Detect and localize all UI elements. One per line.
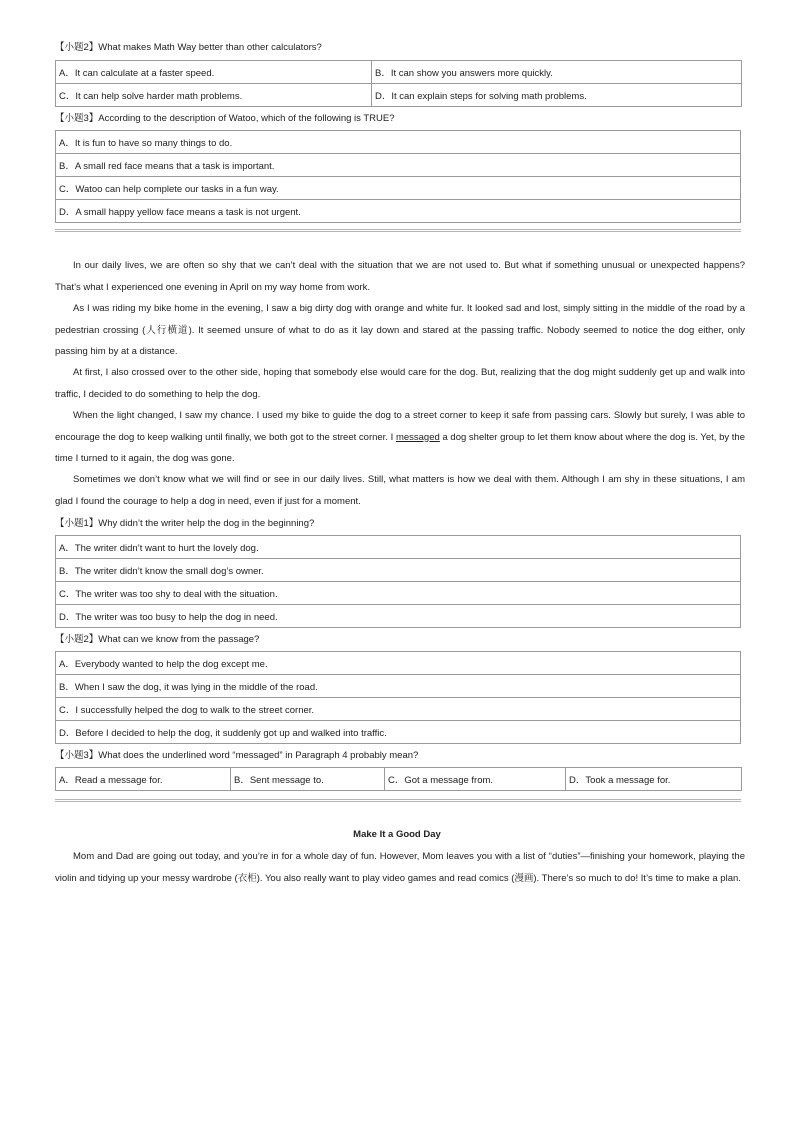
- option-d[interactable]: D．It can explain steps for solving math problems.: [372, 84, 742, 107]
- options-table: [55, 130, 741, 223]
- question-stem: 【小题1】Why didn’t the writer help the dog in the beginning?: [55, 518, 315, 529]
- paragraph-text: a dog shelter group to let them know about where the dog is. Yet, by the time I turned to it again, the dog was gone.: [55, 431, 745, 464]
- passage-paragraph: Mom and Dad are going out today, and you’re in for a whole day of fun. However, Mom leaves you with a list of “duties”—finishing your homework, playing the violin and tidying up your messy wardrobe (衣柜). You also really want to play video games and read comics (漫画). There’s so much to do! It’s time to make a plan.: [55, 851, 745, 884]
- option-b[interactable]: B．The writer didn’t know the small dog’s owner.: [56, 559, 741, 582]
- passage-paragraph: As I was riding my bike home in the evening, I saw a big dirty dog with orange and white fur. It looked sad and lost, simply sitting in the middle of the road by a pedestrian crossing (人行横道). It seemed unsure of what to do as it lay down and stared at the passing traffic. Nobody seemed to notice the dog either, only passing him by at a distance.: [55, 303, 745, 357]
- question-stem: 【小题2】What can we know from the passage?: [55, 634, 260, 645]
- option-b[interactable]: B．Sent message to.: [231, 768, 385, 791]
- passage-paragraph: In our daily lives, we are often so shy that we can’t deal with the situation that we are not used to. But what if something unusual or unexpected happens? That’s what I experienced one evening in April on my way home from work.: [55, 260, 745, 293]
- option-c[interactable]: C．It can help solve harder math problems.: [56, 84, 372, 107]
- underlined-word: messaged: [395, 431, 440, 443]
- question-stem: 【小题2】What makes Math Way better than other calculators?: [55, 42, 322, 53]
- option-a[interactable]: A．Read a message for.: [56, 768, 231, 791]
- passage-title: Make It a Good Day: [353, 829, 441, 840]
- option-d[interactable]: D．Took a message for.: [566, 768, 742, 791]
- options-table: [55, 535, 741, 628]
- option-c[interactable]: C．The writer was too shy to deal with the situation.: [56, 582, 741, 605]
- section-divider: [55, 229, 741, 232]
- option-c[interactable]: C．Got a message from.: [385, 768, 566, 791]
- option-a[interactable]: A．Everybody wanted to help the dog except me.: [56, 652, 741, 675]
- option-a[interactable]: A．It can calculate at a faster speed.: [56, 61, 372, 84]
- option-c[interactable]: C．Watoo can help complete our tasks in a fun way.: [56, 177, 741, 200]
- paragraph-text: When the light changed, I saw my chance. I used my bike to guide the dog to a street corner to keep it safe from passing cars. Slowly but surely, I was able to encourage the dog to keep walking until finally, we both got to the street corner. I: [55, 410, 745, 443]
- option-b[interactable]: B．A small red face means that a task is important.: [56, 154, 741, 177]
- passage-paragraph: Sometimes we don’t know what we will find or see in our daily lives. Still, what matters is how we deal with them. Although I am shy in these situations, I am glad I found the courage to help a dog in need, even if just for a moment.: [55, 474, 745, 507]
- option-b[interactable]: B．When I saw the dog, it was lying in the middle of the road.: [56, 675, 741, 698]
- options-table: [55, 60, 742, 107]
- passage-paragraph: [55, 405, 745, 470]
- passage-paragraph: At first, I also crossed over to the other side, hoping that somebody else would care for the dog. But, realizing that the dog might suddenly get up and walk into traffic, I decided to do something to help the dog.: [55, 367, 745, 400]
- question-stem: 【小题3】What does the underlined word “messaged” in Paragraph 4 probably mean?: [55, 750, 419, 761]
- option-d[interactable]: D．Before I decided to help the dog, it suddenly got up and walked into traffic.: [56, 721, 741, 744]
- option-a[interactable]: A．The writer didn’t want to hurt the lovely dog.: [56, 536, 741, 559]
- options-table: [55, 651, 741, 744]
- option-c[interactable]: C．I successfully helped the dog to walk to the street corner.: [56, 698, 741, 721]
- option-b[interactable]: B．It can show you answers more quickly.: [372, 61, 742, 84]
- section-divider: [55, 799, 741, 802]
- option-a[interactable]: A．It is fun to have so many things to do.: [56, 131, 741, 154]
- question-stem: 【小题3】According to the description of Watoo, which of the following is TRUE?: [55, 113, 395, 124]
- option-d[interactable]: D．The writer was too busy to help the dog in need.: [56, 605, 741, 628]
- options-table: [55, 767, 742, 791]
- option-d[interactable]: D．A small happy yellow face means a task is not urgent.: [56, 200, 741, 223]
